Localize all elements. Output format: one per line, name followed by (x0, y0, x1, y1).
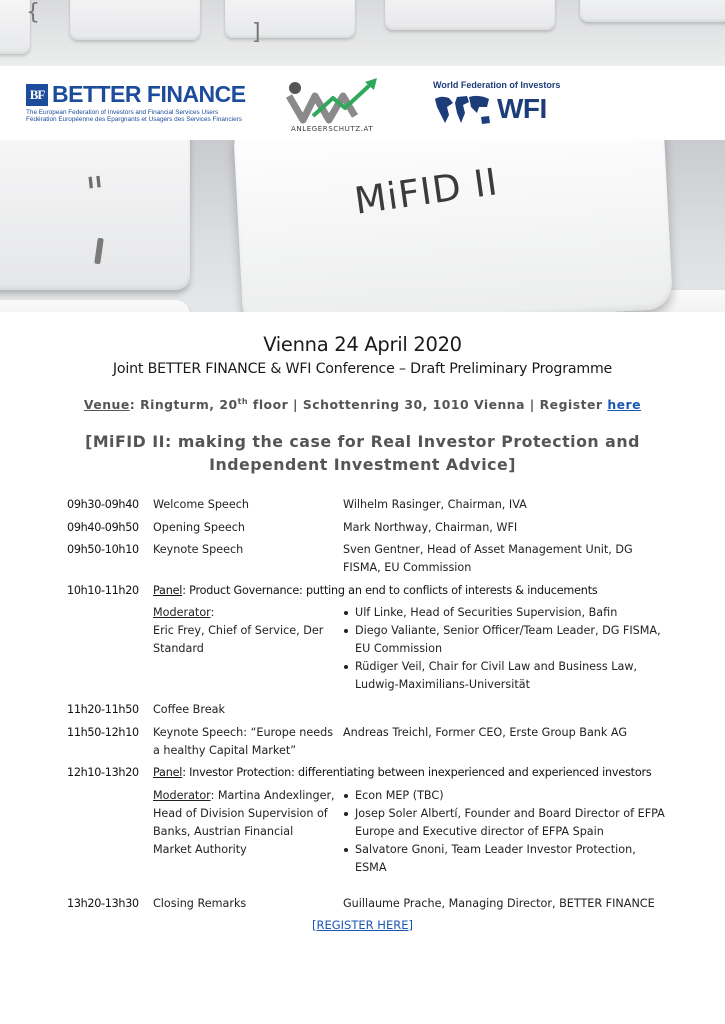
session-title: Keynote Speech (153, 543, 244, 556)
panel-details (153, 604, 667, 694)
panel-speaker: Rüdiger Veil, Chair for Civil Law and Business Law, Ludwig-Maximilians-Universität (343, 658, 667, 694)
moderator-name: Eric Frey, Chief of Service, Der Standard (153, 624, 324, 655)
programme-row (67, 496, 667, 514)
programme-row (67, 701, 667, 719)
session-time: 09h50-10h10 (67, 543, 139, 556)
session-time: 10h10-11h20 (67, 583, 139, 597)
session-title: Coffee Break (153, 703, 225, 716)
venue-ordinal: th (237, 397, 249, 406)
panel-speaker: Econ MEP (TBC) (343, 787, 667, 805)
session-time: 11h20-11h50 (67, 703, 139, 716)
world-map-icon (433, 93, 493, 129)
panel-title (153, 764, 667, 782)
mifid-key-label: MiFID II (351, 160, 501, 223)
moderator-label: Moderator (153, 788, 211, 802)
better-finance-name: BETTER FINANCE (52, 81, 246, 107)
panel-details (153, 787, 667, 877)
panel-label: Panel (153, 583, 183, 597)
panel-topic: : Investor Protection: differentiating between inexperienced and experienced investors (182, 766, 652, 779)
session-speaker: Guillaume Prache, Managing Director, BETTER FINANCE (343, 896, 655, 910)
quote-key-glyph: " (83, 167, 108, 218)
wfi-tagline: World Federation of Investors (433, 80, 561, 90)
session-speaker: Sven Gentner, Head of Asset Management Unit, DG FISMA, EU Commission (343, 543, 633, 574)
venue-line (0, 397, 725, 412)
page-subtitle: Joint BETTER FINANCE & WFI Conference – Draft Preliminary Programme (112, 361, 613, 377)
moderator-name: : Martina Andexlinger, Head of Division Supervision of Banks, Austrian Financial Market Authority (153, 788, 335, 856)
panel-speaker: Ulf Linke, Head of Securities Supervision, Bafin (343, 604, 667, 622)
session-title: Closing Remarks (153, 896, 247, 910)
top-keyboard-image: { ] (0, 0, 725, 66)
logo-band (0, 66, 725, 140)
venue-address-part1: : Ringturm, 20 (129, 397, 238, 413)
session-time: 09h30-09h40 (67, 498, 139, 511)
hero-keyboard-image (0, 140, 725, 312)
session-title: Keynote Speech: “Europe needs a healthy Capital Market” (153, 725, 334, 757)
moderator-label: Moderator (153, 606, 211, 619)
venue-label: Venue (83, 397, 130, 413)
venue-address-part2: floor | Schottenring 30, 1010 Vienna | Register (248, 397, 608, 413)
better-finance-mark: BF (26, 84, 48, 106)
programme-table (67, 496, 667, 917)
panel-speaker: Diego Valiante, Senior Officer/Team Leader, DG FISMA, EU Commission (343, 622, 667, 658)
session-title: Welcome Speech (153, 498, 249, 511)
panel-speaker-list (343, 787, 667, 877)
programme-row (67, 541, 667, 577)
session-time: 13h20-13h30 (67, 896, 139, 910)
wfi-name: WFI (497, 93, 547, 124)
session-time: 11h50-12h10 (67, 725, 139, 739)
session-speaker (343, 701, 667, 719)
session-title: Opening Speech (153, 520, 245, 534)
session-speaker: Wilhelm Rasinger, Chairman, IVA (343, 498, 527, 511)
moderator-block: Moderator: Eric Frey, Chief of Service, Der Standard (153, 606, 324, 655)
session-speaker: Andreas Treichl, Former CEO, Erste Group Bank AG (343, 725, 628, 739)
register-here-button[interactable]: [REGISTER HERE] (312, 918, 413, 932)
panel-speaker: Salvatore Gnoni, Team Leader Investor Protection, ESMA (343, 841, 667, 877)
programme-row-panel (67, 582, 667, 600)
programme-row-panel (67, 764, 667, 782)
better-finance-line2: Fédération Européenne des Epargnants et Usagers des Services Financiers (26, 116, 242, 123)
better-finance-line1: The European Federation of Investors and Financial Services Users (26, 109, 219, 116)
moderator-block (153, 787, 343, 877)
conference-headline: [MiFID II: making the case for Real Investor Protection and Independent Investment Advice] (85, 432, 640, 474)
iva-logo (285, 76, 380, 136)
session-speaker: Mark Northway, Chairman, WFI (343, 520, 518, 534)
programme-row (67, 724, 667, 760)
session-time: 12h10-13h20 (67, 766, 139, 779)
panel-speaker-list (343, 604, 667, 694)
page-title: Vienna 24 April 2020 (263, 333, 462, 356)
panel-topic: : Product Governance: putting an end to conflicts of interests & inducements (182, 583, 598, 597)
register-here-link[interactable]: here (607, 397, 642, 413)
better-finance-logo (26, 81, 246, 130)
panel-speaker: Josep Soler Albertí, Founder and Board Director of EFPA Europe and Executive director of EFPA Spain (343, 805, 667, 841)
session-time: 09h40-09h50 (67, 520, 139, 534)
programme-row (67, 519, 667, 537)
iva-chart-icon (285, 76, 380, 126)
wfi-logo (433, 80, 563, 132)
programme-row (67, 895, 667, 913)
panel-title (153, 582, 667, 600)
iva-caption: ANLEGERSCHUTZ.AT (291, 125, 374, 133)
panel-label: Panel (153, 766, 183, 779)
